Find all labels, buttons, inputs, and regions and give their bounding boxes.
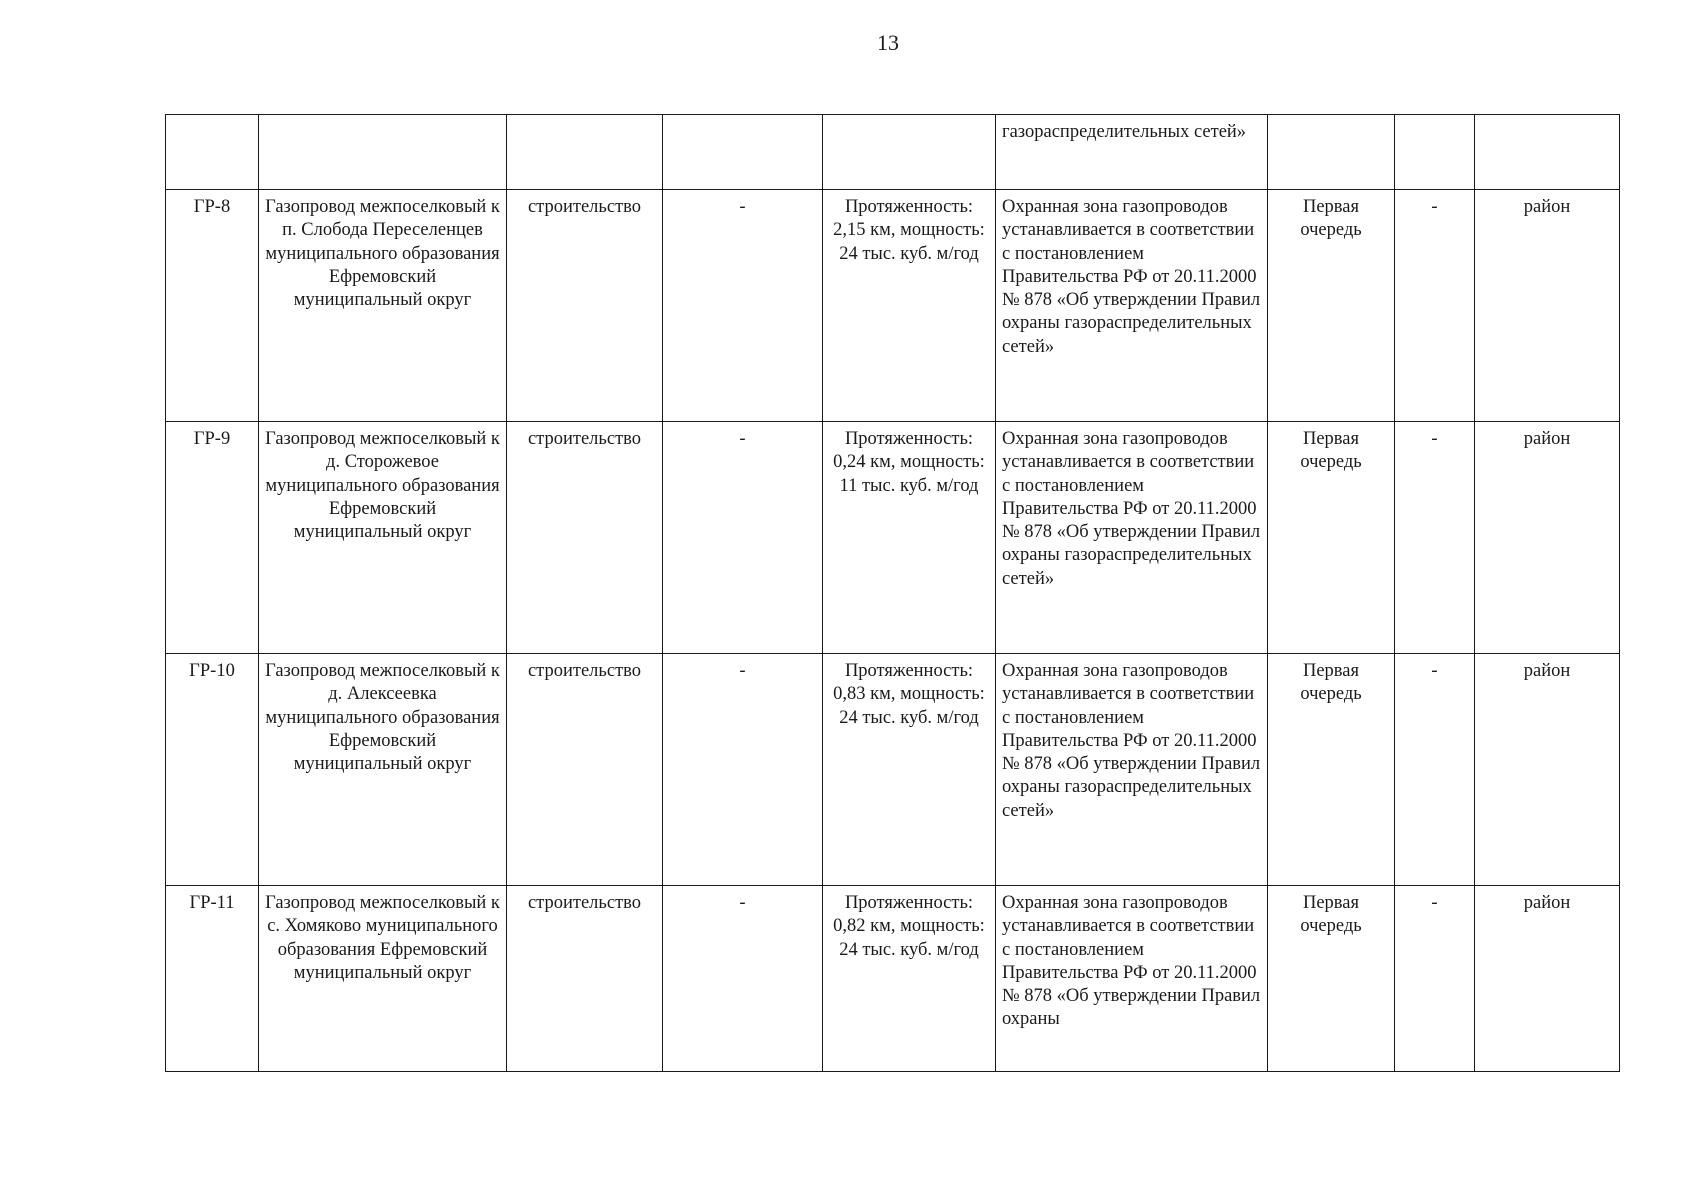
cell-level: район xyxy=(1475,654,1620,886)
cell-stage: Первая очередь xyxy=(1268,886,1395,1072)
cell-empty xyxy=(1475,115,1620,190)
cell-parameters: Протяженность: 2,15 км, мощность: 24 тыс. куб. м/год xyxy=(823,190,996,422)
cell-empty xyxy=(259,115,507,190)
cell-level: район xyxy=(1475,190,1620,422)
cell-parameters: Протяженность: 0,24 км, мощность: 11 тыс. куб. м/год xyxy=(823,422,996,654)
cell-protection-zone: Охранная зона газопроводов устанавливается в соответствии с постановлением Правительства РФ от 20.11.2000 № 878 «Об утверждении Правил охраны газораспределительных сетей» xyxy=(996,422,1268,654)
cell-object-code: ГР-9 xyxy=(166,422,259,654)
cell-object-code: ГР-8 xyxy=(166,190,259,422)
cell-object-name: Газопровод межпоселковый к п. Слобода Переселенцев муниципального образования Ефремовский муниципальный округ xyxy=(259,190,507,422)
cell-protection-zone: газораспределительных сетей» xyxy=(996,115,1268,190)
cell-level: район xyxy=(1475,422,1620,654)
cell-work-type: строительство xyxy=(507,886,663,1072)
table-row xyxy=(166,886,1620,1072)
cell-object-name: Газопровод межпоселковый к д. Алексеевка муниципального образования Ефремовский муниципальный округ xyxy=(259,654,507,886)
planned-objects-table xyxy=(165,114,1620,1072)
cell-stage: Первая очередь xyxy=(1268,654,1395,886)
cell-empty xyxy=(166,115,259,190)
cell-dash: - xyxy=(663,422,823,654)
cell-parameters: Протяженность: 0,82 км, мощность: 24 тыс. куб. м/год xyxy=(823,886,996,1072)
cell-protection-zone: Охранная зона газопроводов устанавливается в соответствии с постановлением Правительства РФ от 20.11.2000 № 878 «Об утверждении Правил охраны xyxy=(996,886,1268,1072)
table-row-continuation xyxy=(166,115,1620,190)
table-row xyxy=(166,654,1620,886)
page-number: 13 xyxy=(877,30,899,55)
cell-dash: - xyxy=(663,190,823,422)
cell-object-name: Газопровод межпоселковый к д. Сторожевое муниципального образования Ефремовский муниципальный округ xyxy=(259,422,507,654)
cell-dash: - xyxy=(663,886,823,1072)
table-row xyxy=(166,190,1620,422)
cell-dash: - xyxy=(1395,422,1475,654)
cell-stage: Первая очередь xyxy=(1268,190,1395,422)
cell-work-type: строительство xyxy=(507,190,663,422)
cell-dash: - xyxy=(1395,886,1475,1072)
cell-protection-zone: Охранная зона газопроводов устанавливается в соответствии с постановлением Правительства РФ от 20.11.2000 № 878 «Об утверждении Правил охраны газораспределительных сетей» xyxy=(996,654,1268,886)
cell-empty xyxy=(823,115,996,190)
cell-dash: - xyxy=(1395,654,1475,886)
cell-dash: - xyxy=(1395,190,1475,422)
cell-level: район xyxy=(1475,886,1620,1072)
cell-dash: - xyxy=(663,654,823,886)
table-row xyxy=(166,422,1620,654)
cell-empty xyxy=(507,115,663,190)
cell-parameters: Протяженность: 0,83 км, мощность: 24 тыс. куб. м/год xyxy=(823,654,996,886)
cell-empty xyxy=(663,115,823,190)
cell-object-name: Газопровод межпоселковый к с. Хомяково муниципального образования Ефремовский муниципальный округ xyxy=(259,886,507,1072)
cell-empty xyxy=(1268,115,1395,190)
cell-empty xyxy=(1395,115,1475,190)
cell-work-type: строительство xyxy=(507,654,663,886)
cell-stage: Первая очередь xyxy=(1268,422,1395,654)
cell-protection-zone: Охранная зона газопроводов устанавливается в соответствии с постановлением Правительства РФ от 20.11.2000 № 878 «Об утверждении Правил охраны газораспределительных сетей» xyxy=(996,190,1268,422)
cell-object-code: ГР-11 xyxy=(166,886,259,1072)
cell-work-type: строительство xyxy=(507,422,663,654)
cell-object-code: ГР-10 xyxy=(166,654,259,886)
